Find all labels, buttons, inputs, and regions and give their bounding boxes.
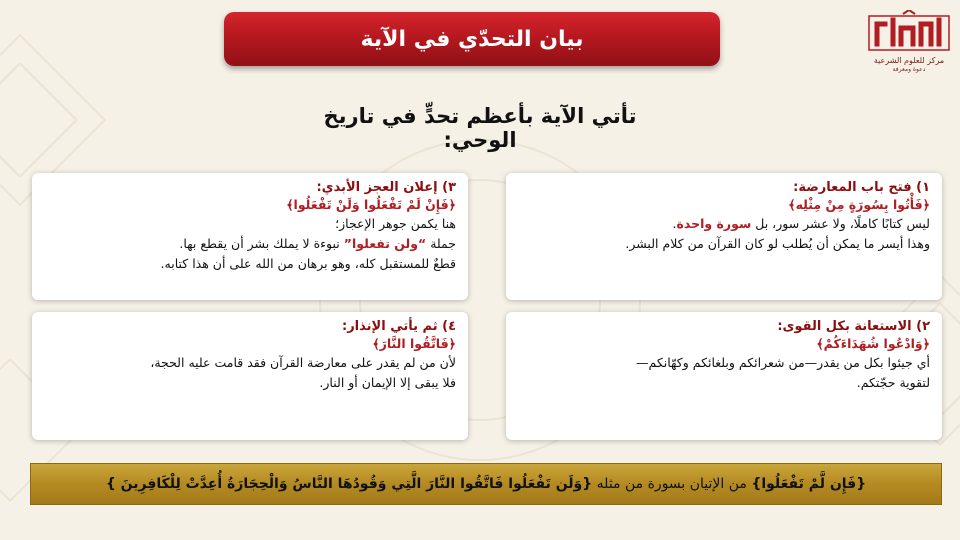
- card-line: جملة “ولن تفعلوا” نبوءة لا يملك بشر أن يقطع بها.: [179, 236, 456, 251]
- card-seek-help: [506, 312, 942, 440]
- card-warning: [32, 312, 468, 440]
- card-line: ليس كتابًا كاملًا، ولا عشر سور، بل سورة واحدة.: [672, 216, 930, 231]
- card-title: ١) فتح باب المعارضة:: [793, 180, 930, 195]
- slide-title: بيان التحدّي في الآية: [360, 26, 584, 52]
- card-line: أي جيئوا بكل من يقدر—من شعرائكم وبلغائكم وكهّانكم—: [636, 355, 930, 370]
- card-line: وهذا أيسر ما يمكن أن يُطلب لو كان القرآن من كلام البشر.: [625, 236, 930, 251]
- logo: [864, 10, 954, 76]
- card-verse: ﴿وَادْعُوا شُهَدَاءَكُمْ﴾: [816, 336, 930, 351]
- card-highlight: سورة واحدة: [676, 216, 752, 231]
- slide-subtitle: تأتي الآية بأعظم تحدٍّ في تاريخ الوحي:: [323, 104, 637, 152]
- card-verse: ﴿فَأْتُوا بِسُورَةٍ مِنْ مِثْلِه﴾: [788, 197, 930, 212]
- logo-tagline: مركز للعلوم الشرعية: [873, 56, 945, 65]
- card-title: ٤) ثم يأتي الإنذار:: [342, 319, 456, 334]
- logo-tagline-2: دعوة ومعرفة: [892, 66, 926, 73]
- footer-verse-bar: [30, 463, 942, 505]
- card-line: فلا يبقى إلا الإيمان أو النار.: [319, 375, 456, 390]
- card-verse: ﴿فَاتَّقُوا النَّارَ﴾: [372, 336, 456, 351]
- footer-explanation: من الإتيان بسورة من مثله: [596, 476, 747, 492]
- card-line: هنا يكمن جوهر الإعجاز؛: [335, 216, 456, 231]
- card-line: قطعٌ للمستقبل كله، وهو برهان من الله على أن هذا كتابه.: [160, 256, 456, 271]
- card-highlight: “ولن تفعلوا”: [343, 236, 427, 251]
- card-eternal-incapacity: [32, 173, 468, 300]
- footer-verse-part: {وَلَن تَفْعَلُوا فَاتَّقُوا النَّارَ الَّتِي وَقُودُهَا النَّاسُ وَالْحِجَارَةُ أُعِدَّتْ لِلْكَافِرِينَ }: [105, 476, 593, 492]
- card-line: لتقوية حجّتكم.: [856, 375, 930, 390]
- card-title: ٢) الاستعانة بكل القوى:: [777, 319, 930, 334]
- card-verse: ﴿فَإِنْ لَمْ تَفْعَلُوا وَلَنْ تَفْعَلُوا﴾: [286, 197, 456, 212]
- card-title: ٣) إعلان العجز الأبدي:: [316, 180, 456, 195]
- ihkam-logo-mark: [867, 10, 951, 54]
- footer-verse-part: {فَإِن لَّمْ تَفْعَلُوا}: [751, 476, 867, 492]
- title-banner: [224, 12, 720, 66]
- card-line: لأن من لم يقدر على معارضة القرآن فقد قامت عليه الحجة،: [150, 355, 456, 370]
- card-open-challenge: [506, 173, 942, 300]
